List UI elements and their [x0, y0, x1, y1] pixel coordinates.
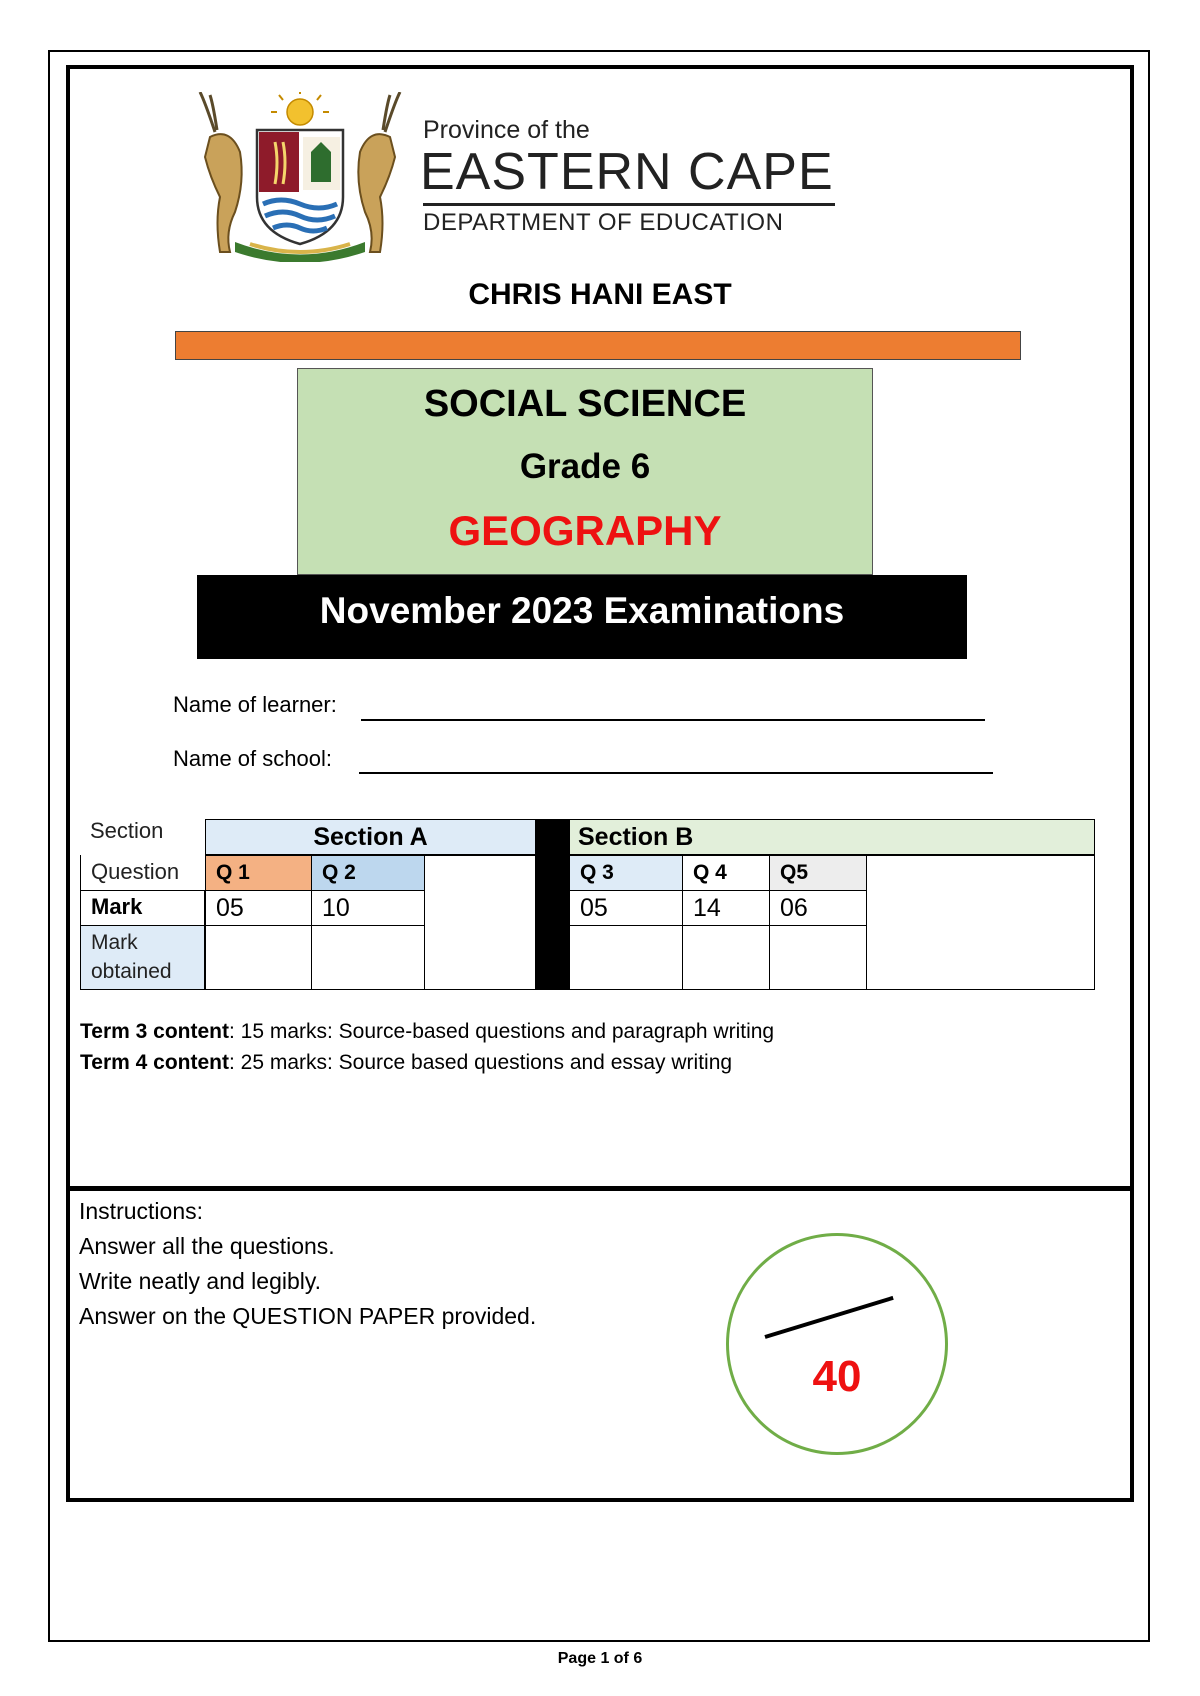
score-circle — [726, 1233, 948, 1455]
score-total: 40 — [812, 1352, 862, 1401]
term-3-label: Term 3 content — [80, 1020, 229, 1043]
term-4-label: Term 4 content — [80, 1051, 229, 1074]
department-name: DEPARTMENT OF EDUCATION — [423, 209, 784, 236]
term-3-text: : 15 marks: Source-based questions and paragraph writing — [228, 1020, 775, 1043]
learner-name-field[interactable] — [361, 719, 985, 721]
question-2-header: Q 2 — [311, 855, 425, 891]
paper-title: GEOGRAPHY — [448, 507, 722, 554]
school-name-label: Name of school: — [173, 746, 332, 771]
mark-row-label: Mark — [80, 890, 205, 926]
question-2-obtained[interactable] — [311, 925, 425, 990]
question-1-header: Q 1 — [205, 855, 312, 891]
province-name: EASTERN CAPE — [420, 143, 834, 201]
question-3-header: Q 3 — [569, 855, 683, 891]
district-title: CHRIS HANI EAST — [468, 278, 732, 311]
instruction-line: Answer all the questions. — [79, 1233, 335, 1259]
page-number: Page 1 of 6 — [557, 1650, 643, 1667]
section-row-label: Section — [90, 818, 164, 843]
question-4-obtained[interactable] — [682, 925, 770, 990]
subject-title: SOCIAL SCIENCE — [423, 383, 747, 425]
question-1-mark: 05 — [205, 890, 312, 926]
cover-divider — [66, 1186, 1134, 1191]
instruction-line: Answer on the QUESTION PAPER provided. — [79, 1303, 537, 1329]
term-3-note — [80, 1020, 774, 1044]
section-separator — [536, 819, 569, 990]
question-3-obtained[interactable] — [569, 925, 683, 990]
province-line-1: Province of the — [423, 116, 590, 144]
term-4-note — [80, 1051, 732, 1075]
instructions-block — [79, 1194, 536, 1334]
question-5-obtained[interactable] — [769, 925, 867, 990]
orange-banner — [175, 331, 1021, 360]
question-4-mark: 14 — [682, 890, 770, 926]
term-4-text: : 25 marks: Source based questions and essay writing — [228, 1051, 733, 1074]
question-5-header: Q5 — [769, 855, 867, 891]
question-2-mark: 10 — [311, 890, 425, 926]
section-b-header: Section B — [569, 819, 1095, 855]
question-5-mark: 06 — [769, 890, 867, 926]
question-row-label: Question — [80, 855, 205, 891]
instruction-line: Write neatly and legibly. — [79, 1268, 322, 1294]
grade-title: Grade 6 — [519, 447, 651, 486]
question-1-obtained[interactable] — [205, 925, 312, 990]
logo-rule — [423, 203, 835, 206]
school-name-field[interactable] — [359, 772, 993, 774]
question-3-mark: 05 — [569, 890, 683, 926]
question-4-header: Q 4 — [682, 855, 770, 891]
section-b-total-cell[interactable] — [866, 855, 1095, 990]
obtained-row-label: Mark obtained — [80, 925, 205, 990]
instructions-title: Instructions: — [79, 1198, 203, 1224]
subject-box — [297, 368, 873, 575]
section-a-header: Section A — [205, 819, 536, 855]
section-a-total-cell[interactable] — [424, 855, 536, 990]
learner-name-label: Name of learner: — [173, 692, 337, 717]
coat-of-arms-logo — [195, 92, 405, 262]
exam-banner: November 2023 Examinations — [197, 575, 967, 659]
